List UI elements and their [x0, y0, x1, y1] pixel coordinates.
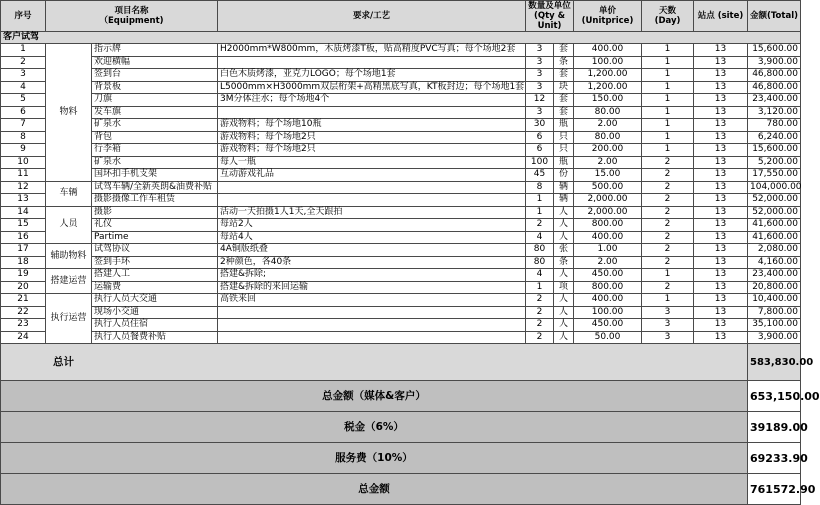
table-row: [1, 256, 801, 269]
sites: 13: [694, 94, 748, 107]
days: 1: [642, 294, 694, 307]
total-label: 服务费（10%）: [1, 443, 748, 474]
requirement: 白色木质烤漆，亚克力LOGO；每个场地1套: [218, 69, 526, 82]
total-row: [1, 412, 801, 443]
requirement: [218, 331, 526, 344]
requirement: 搭建&拆除的来回运输: [218, 281, 526, 294]
quantity: 2: [526, 331, 554, 344]
header-requirement: 要求/工艺: [218, 1, 526, 32]
item-name: 国环扣手机支架: [92, 169, 218, 182]
amount: 104,000.00: [748, 181, 801, 194]
item-name: 试驾车辆/全新英朗&油费补贴: [92, 181, 218, 194]
sites: 13: [694, 281, 748, 294]
unit-price: 450.00: [574, 319, 642, 332]
row-no: 11: [1, 169, 46, 182]
sites: 13: [694, 44, 748, 57]
item-name: 背包: [92, 131, 218, 144]
unit: 辆: [554, 194, 574, 207]
item-name: 背景板: [92, 81, 218, 94]
item-name: 签到台: [92, 69, 218, 82]
row-no: 6: [1, 106, 46, 119]
quantity: 6: [526, 144, 554, 157]
sites: 13: [694, 231, 748, 244]
unit-price: 1.00: [574, 244, 642, 257]
header-days: 天数 (Day): [642, 1, 694, 32]
row-no: 9: [1, 144, 46, 157]
table-row: [1, 119, 801, 132]
unit: 套: [554, 69, 574, 82]
group-label: 物料: [46, 44, 92, 182]
amount: 17,550.00: [748, 169, 801, 182]
days: 3: [642, 319, 694, 332]
item-name: 指示牌: [92, 44, 218, 57]
amount: 46,800.00: [748, 81, 801, 94]
amount: 780.00: [748, 119, 801, 132]
total-label: 总金额: [1, 474, 748, 505]
item-name: 礼仪: [92, 219, 218, 232]
table-row: [1, 244, 801, 257]
sites: 13: [694, 319, 748, 332]
days: 2: [642, 256, 694, 269]
requirement: 游戏物料；每个场地2只: [218, 131, 526, 144]
quantity: 30: [526, 119, 554, 132]
sites: 13: [694, 219, 748, 232]
unit: 瓶: [554, 156, 574, 169]
row-no: 21: [1, 294, 46, 307]
quantity: 4: [526, 269, 554, 282]
unit-price: 800.00: [574, 281, 642, 294]
table-row: [1, 331, 801, 344]
unit: 条: [554, 56, 574, 69]
quantity: 3: [526, 56, 554, 69]
unit-price: 800.00: [574, 219, 642, 232]
days: 2: [642, 206, 694, 219]
requirement: 每站4人: [218, 231, 526, 244]
requirement: 游戏物料；每个场地10瓶: [218, 119, 526, 132]
row-no: 19: [1, 269, 46, 282]
unit: 块: [554, 81, 574, 94]
unit-price: 2.00: [574, 156, 642, 169]
days: 2: [642, 244, 694, 257]
quantity: 3: [526, 69, 554, 82]
row-no: 10: [1, 156, 46, 169]
group-label: 辅助物料: [46, 244, 92, 269]
unit-price: 1,200.00: [574, 69, 642, 82]
row-no: 14: [1, 206, 46, 219]
table-row: [1, 319, 801, 332]
sites: 13: [694, 294, 748, 307]
amount: 3,900.00: [748, 331, 801, 344]
quantity: 2: [526, 219, 554, 232]
unit-price: 1,200.00: [574, 81, 642, 94]
sites: 13: [694, 156, 748, 169]
row-no: 24: [1, 331, 46, 344]
days: 2: [642, 219, 694, 232]
total-value: 761572.90: [748, 474, 801, 505]
quantity: 3: [526, 44, 554, 57]
row-no: 23: [1, 319, 46, 332]
item-name: 刀旗: [92, 94, 218, 107]
row-no: 12: [1, 181, 46, 194]
amount: 3,120.00: [748, 106, 801, 119]
quantity: 80: [526, 244, 554, 257]
unit-price: 2,000.00: [574, 194, 642, 207]
days: 2: [642, 169, 694, 182]
unit-price: 150.00: [574, 94, 642, 107]
amount: 10,400.00: [748, 294, 801, 307]
item-name: 现场小交通: [92, 306, 218, 319]
quantity: 1: [526, 206, 554, 219]
total-row: [1, 381, 801, 412]
requirement: [218, 106, 526, 119]
row-no: 4: [1, 81, 46, 94]
sites: 13: [694, 269, 748, 282]
days: 1: [642, 269, 694, 282]
days: 1: [642, 131, 694, 144]
total-row: [1, 443, 801, 474]
quantity: 1: [526, 281, 554, 294]
item-name: 执行人员住宿: [92, 319, 218, 332]
amount: 52,000.00: [748, 206, 801, 219]
table-row: [1, 306, 801, 319]
quantity: 12: [526, 94, 554, 107]
unit-price: 400.00: [574, 294, 642, 307]
amount: 41,600.00: [748, 219, 801, 232]
quantity: 1: [526, 194, 554, 207]
days: 2: [642, 156, 694, 169]
requirement: 3M分体注水；每个场地4个: [218, 94, 526, 107]
days: 3: [642, 331, 694, 344]
amount: 5,200.00: [748, 156, 801, 169]
table-row: [1, 281, 801, 294]
row-no: 16: [1, 231, 46, 244]
requirement: [218, 306, 526, 319]
unit: 人: [554, 331, 574, 344]
sites: 13: [694, 106, 748, 119]
amount: 23,400.00: [748, 94, 801, 107]
unit: 人: [554, 231, 574, 244]
requirement: H2000mm*W800mm，木质烤漆T板，贴高精度PVC写真；每个场地2套: [218, 44, 526, 57]
unit-price: 100.00: [574, 56, 642, 69]
sites: 13: [694, 256, 748, 269]
unit-price: 400.00: [574, 44, 642, 57]
sites: 13: [694, 69, 748, 82]
unit: 项: [554, 281, 574, 294]
requirement: [218, 194, 526, 207]
amount: 46,800.00: [748, 69, 801, 82]
item-name: 矿泉水: [92, 119, 218, 132]
sites: 13: [694, 244, 748, 257]
header-no: 序号: [1, 1, 46, 32]
row-no: 13: [1, 194, 46, 207]
unit-price: 50.00: [574, 331, 642, 344]
quantity: 8: [526, 181, 554, 194]
row-no: 18: [1, 256, 46, 269]
amount: 15,600.00: [748, 44, 801, 57]
header-price: 单价 (Unitprice): [574, 1, 642, 32]
quantity: 2: [526, 306, 554, 319]
sites: 13: [694, 194, 748, 207]
quantity: 3: [526, 106, 554, 119]
unit: 条: [554, 256, 574, 269]
item-name: 执行人员餐费补贴: [92, 331, 218, 344]
amount: 6,240.00: [748, 131, 801, 144]
unit-price: 15.00: [574, 169, 642, 182]
group-label: 车辆: [46, 181, 92, 206]
group-label: 人员: [46, 206, 92, 244]
requirement: L5000mm×H3000mm双层桁架+高精黑底写真，KT板封边；每个场地1套: [218, 81, 526, 94]
item-name: 签到手环: [92, 256, 218, 269]
subtotal-value: 583,830.00: [748, 344, 801, 381]
header-qty: 数量及单位 (Qty & Unit): [526, 1, 574, 32]
unit: 套: [554, 106, 574, 119]
table-row: [1, 206, 801, 219]
requirement: 2种颜色，各40条: [218, 256, 526, 269]
sites: 13: [694, 56, 748, 69]
unit: 份: [554, 169, 574, 182]
table-row: [1, 156, 801, 169]
unit-price: 2.00: [574, 119, 642, 132]
amount: 4,160.00: [748, 256, 801, 269]
row-no: 22: [1, 306, 46, 319]
sites: 13: [694, 181, 748, 194]
table-row: [1, 144, 801, 157]
total-row: [1, 474, 801, 505]
unit-price: 200.00: [574, 144, 642, 157]
requirement: 每人一瓶: [218, 156, 526, 169]
unit: 瓶: [554, 119, 574, 132]
requirement: [218, 319, 526, 332]
table-row: [1, 269, 801, 282]
table-row: [1, 44, 801, 57]
item-name: 搭建人工: [92, 269, 218, 282]
unit-price: 400.00: [574, 231, 642, 244]
days: 1: [642, 144, 694, 157]
quantity: 100: [526, 156, 554, 169]
requirement: 搭建&拆除;: [218, 269, 526, 282]
requirement: [218, 181, 526, 194]
unit-price: 450.00: [574, 269, 642, 282]
unit: 张: [554, 244, 574, 257]
unit: 人: [554, 206, 574, 219]
table-row: [1, 169, 801, 182]
item-name: 矿泉水: [92, 156, 218, 169]
days: 1: [642, 56, 694, 69]
unit: 人: [554, 294, 574, 307]
unit: 人: [554, 306, 574, 319]
unit-price: 80.00: [574, 131, 642, 144]
amount: 7,800.00: [748, 306, 801, 319]
row-no: 3: [1, 69, 46, 82]
row-no: 7: [1, 119, 46, 132]
requirement: 互动游戏礼品: [218, 169, 526, 182]
section-title: 客户试驾: [1, 32, 801, 44]
table-row: [1, 194, 801, 207]
unit-price: 80.00: [574, 106, 642, 119]
unit: 套: [554, 44, 574, 57]
table-row: [1, 231, 801, 244]
total-value: 69233.90: [748, 443, 801, 474]
header-item: 项目名称 （Equipment): [46, 1, 218, 32]
table-row: [1, 181, 801, 194]
table-row: [1, 106, 801, 119]
row-no: 17: [1, 244, 46, 257]
amount: 3,900.00: [748, 56, 801, 69]
amount: 35,100.00: [748, 319, 801, 332]
amount: 15,600.00: [748, 144, 801, 157]
amount: 41,600.00: [748, 231, 801, 244]
sites: 13: [694, 206, 748, 219]
row-no: 1: [1, 44, 46, 57]
item-name: 发车旗: [92, 106, 218, 119]
total-label: 总金额（媒体&客户）: [1, 381, 748, 412]
unit: 人: [554, 319, 574, 332]
unit-price: 100.00: [574, 306, 642, 319]
item-name: 欢迎横幅: [92, 56, 218, 69]
sites: 13: [694, 169, 748, 182]
table-row: [1, 69, 801, 82]
row-no: 8: [1, 131, 46, 144]
item-name: 行李箱: [92, 144, 218, 157]
days: 2: [642, 231, 694, 244]
days: 1: [642, 69, 694, 82]
unit: 人: [554, 269, 574, 282]
days: 2: [642, 181, 694, 194]
subtotal-label: 总计: [1, 344, 748, 381]
amount: 2,080.00: [748, 244, 801, 257]
days: 1: [642, 44, 694, 57]
requirement: 4A铜版纸叠: [218, 244, 526, 257]
table-body: [1, 44, 801, 344]
unit: 只: [554, 131, 574, 144]
quantity: 80: [526, 256, 554, 269]
days: 2: [642, 194, 694, 207]
table-row: [1, 94, 801, 107]
sites: 13: [694, 306, 748, 319]
total-value: 653,150.00: [748, 381, 801, 412]
total-value: 39189.00: [748, 412, 801, 443]
table-row: [1, 81, 801, 94]
subtotal-row: [1, 344, 801, 381]
quantity: 2: [526, 319, 554, 332]
quantity: 45: [526, 169, 554, 182]
requirement: 高铁来回: [218, 294, 526, 307]
sites: 13: [694, 119, 748, 132]
unit: 套: [554, 94, 574, 107]
table-row: [1, 294, 801, 307]
row-no: 2: [1, 56, 46, 69]
section-row: [1, 32, 801, 44]
requirement: 活动一天拍摄1人1天,全天跟拍: [218, 206, 526, 219]
item-name: 执行人员大交通: [92, 294, 218, 307]
unit: 人: [554, 219, 574, 232]
unit: 辆: [554, 181, 574, 194]
sites: 13: [694, 131, 748, 144]
table-row: [1, 219, 801, 232]
unit-price: 2.00: [574, 256, 642, 269]
header-sites: 站点 (site): [694, 1, 748, 32]
group-label: 搭建运营: [46, 269, 92, 294]
unit-price: 2,000.00: [574, 206, 642, 219]
days: 2: [642, 281, 694, 294]
item-name: 摄影: [92, 206, 218, 219]
amount: 52,000.00: [748, 194, 801, 207]
days: 1: [642, 119, 694, 132]
item-name: Partime: [92, 231, 218, 244]
item-name: 试驾协议: [92, 244, 218, 257]
requirement: 每站2人: [218, 219, 526, 232]
days: 3: [642, 306, 694, 319]
quantity: 4: [526, 231, 554, 244]
quantity: 6: [526, 131, 554, 144]
item-name: 摄影摄像工作车租赁: [92, 194, 218, 207]
sites: 13: [694, 331, 748, 344]
header-amount: 金额(Total): [748, 1, 801, 32]
totals-body: [1, 381, 820, 505]
quantity: 2: [526, 294, 554, 307]
days: 1: [642, 94, 694, 107]
row-no: 15: [1, 219, 46, 232]
amount: 23,400.00: [748, 269, 801, 282]
table-row: [1, 56, 801, 69]
amount: 20,800.00: [748, 281, 801, 294]
quantity: 3: [526, 81, 554, 94]
group-label: 执行运营: [46, 294, 92, 344]
total-label: 税金（6%）: [1, 412, 748, 443]
unit: 只: [554, 144, 574, 157]
row-no: 20: [1, 281, 46, 294]
item-name: 运输费: [92, 281, 218, 294]
requirement: [218, 56, 526, 69]
table-row: [1, 131, 801, 144]
days: 1: [642, 81, 694, 94]
header-row: [1, 1, 801, 32]
unit-price: 500.00: [574, 181, 642, 194]
row-no: 5: [1, 94, 46, 107]
sites: 13: [694, 144, 748, 157]
days: 1: [642, 106, 694, 119]
requirement: 游戏物料；每个场地2只: [218, 144, 526, 157]
sites: 13: [694, 81, 748, 94]
